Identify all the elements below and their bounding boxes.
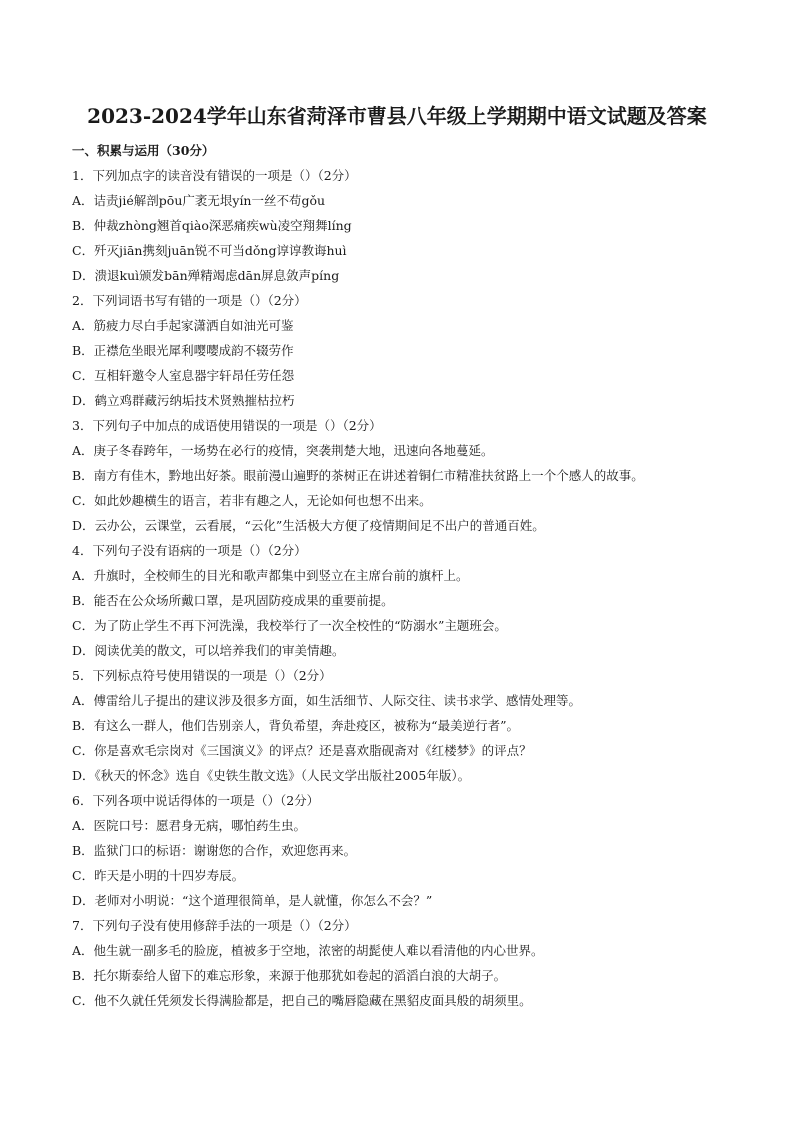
answer-option: C．互相轩邀令人室息器宇轩昂任劳任怨 — [72, 368, 295, 383]
answer-option: C．他不久就任凭须发长得满脸都是，把自己的嘴唇隐藏在黑貂皮面具般的胡须里。 — [72, 993, 532, 1008]
answer-option: C．如此妙趣横生的语言，若非有趣之人，无论如何也想不出来。 — [72, 493, 432, 508]
question-stem: 1．下列加点字的读音没有错误的一项是（）（2分） — [72, 168, 357, 183]
answer-option: B．能否在公众场所戴口罩，是巩固防疫成果的重要前提。 — [72, 593, 394, 608]
question-stem: 3．下列句子中加点的成语使用错误的一项是（）（2分） — [72, 418, 382, 433]
answer-option: B．监狱门口的标语：谢谢您的合作，欢迎您再来。 — [72, 843, 357, 858]
answer-option: B．正襟危坐眼光犀利嘤嘤成韵不辍劳作 — [72, 343, 294, 358]
answer-option: C．为了防止学生不再下河洗澡，我校举行了一次全校性的“防溺水”主题班会。 — [72, 618, 507, 633]
answer-option: B．仲裁zhòng翘首qiào深恶痛疾wù凌空翔舞líng — [72, 218, 352, 233]
answer-option: D．鹤立鸡群藏污纳垢技术贤熟摧枯拉朽 — [72, 393, 295, 408]
page-title: 2023-2024学年山东省菏泽市曹县八年级上学期期中语文试题及答案 — [87, 104, 707, 128]
answer-option: D．云办公，云课堂，云看展，“云化”生活极大方便了疫情期间足不出户的普通百姓。 — [72, 518, 545, 533]
answer-option: C．歼灭jiān携刻juān锐不可当dǒng谆谆教诲huì — [72, 243, 347, 258]
answer-option: A．医院口号：愿君身无病，哪怕药生虫。 — [72, 818, 307, 833]
answer-option: D．溃退kuì颁发bān殚精竭虑dān屏息敛声píng — [72, 268, 340, 283]
answer-option: A．他生就一副多毛的脸庞，植被多于空地，浓密的胡髭使人难以看清他的内心世界。 — [72, 943, 544, 958]
answer-option: B．有这么一群人，他们告别亲人，背负希望，奔赴疫区，被称为“最美逆行者”。 — [72, 718, 519, 733]
answer-option: D．《秋天的怀念》选自《史铁生散文选》（人民文学出版社2005年版）。 — [72, 768, 471, 783]
section-heading: 一、积累与运用（30分） — [72, 143, 215, 158]
question-stem: 5．下列标点符号使用错误的一项是（）（2分） — [72, 668, 332, 683]
answer-option: D．老师对小明说：“这个道理很简单，是人就懂，你怎么不会？” — [72, 893, 433, 908]
answer-option: A．诘责jié解剖pōu广袤无垠yín一丝不苟gǒu — [72, 193, 326, 208]
question-stem: 6．下列各项中说话得体的一项是（）（2分） — [72, 793, 320, 808]
question-list — [72, 163, 732, 1013]
answer-option: D．阅读优美的散文，可以培养我们的审美情趣。 — [72, 643, 345, 658]
answer-option: B．南方有佳木，黔地出好茶。眼前漫山遍野的茶树正在讲述着铜仁市精准扶贫路上一个个感人的故事。 — [72, 468, 644, 483]
question-stem: 7．下列句子没有使用修辞手法的一项是（）（2分） — [72, 918, 357, 933]
answer-option: B．托尔斯泰给人留下的难忘形象，来源于他那犹如卷起的滔滔白浪的大胡子。 — [72, 968, 507, 983]
question-stem: 2．下列词语书写有错的一项是（）（2分） — [72, 293, 307, 308]
answer-option: C．你是喜欢毛宗岗对《三国演义》的评点？还是喜欢脂砚斋对《红楼梦》的评点？ — [72, 743, 532, 758]
answer-option: A．升旗时，全校师生的目光和歌声都集中到竖立在主席台前的旗杆上。 — [72, 568, 469, 583]
answer-option: C．昨天是小明的十四岁寿辰。 — [72, 868, 245, 883]
answer-option: A．筋疲力尽白手起家潇洒自如油光可鉴 — [72, 318, 294, 333]
answer-option: A．傅雷给儿子提出的建议涉及很多方面，如生活细节、人际交往、读书求学、感情处理等。 — [72, 693, 582, 708]
question-stem: 4．下列句子没有语病的一项是（）（2分） — [72, 543, 307, 558]
answer-option: A．庚子冬春跨年，一场势在必行的疫情，突袭荆楚大地，迅速向各地蔓延。 — [72, 443, 494, 458]
